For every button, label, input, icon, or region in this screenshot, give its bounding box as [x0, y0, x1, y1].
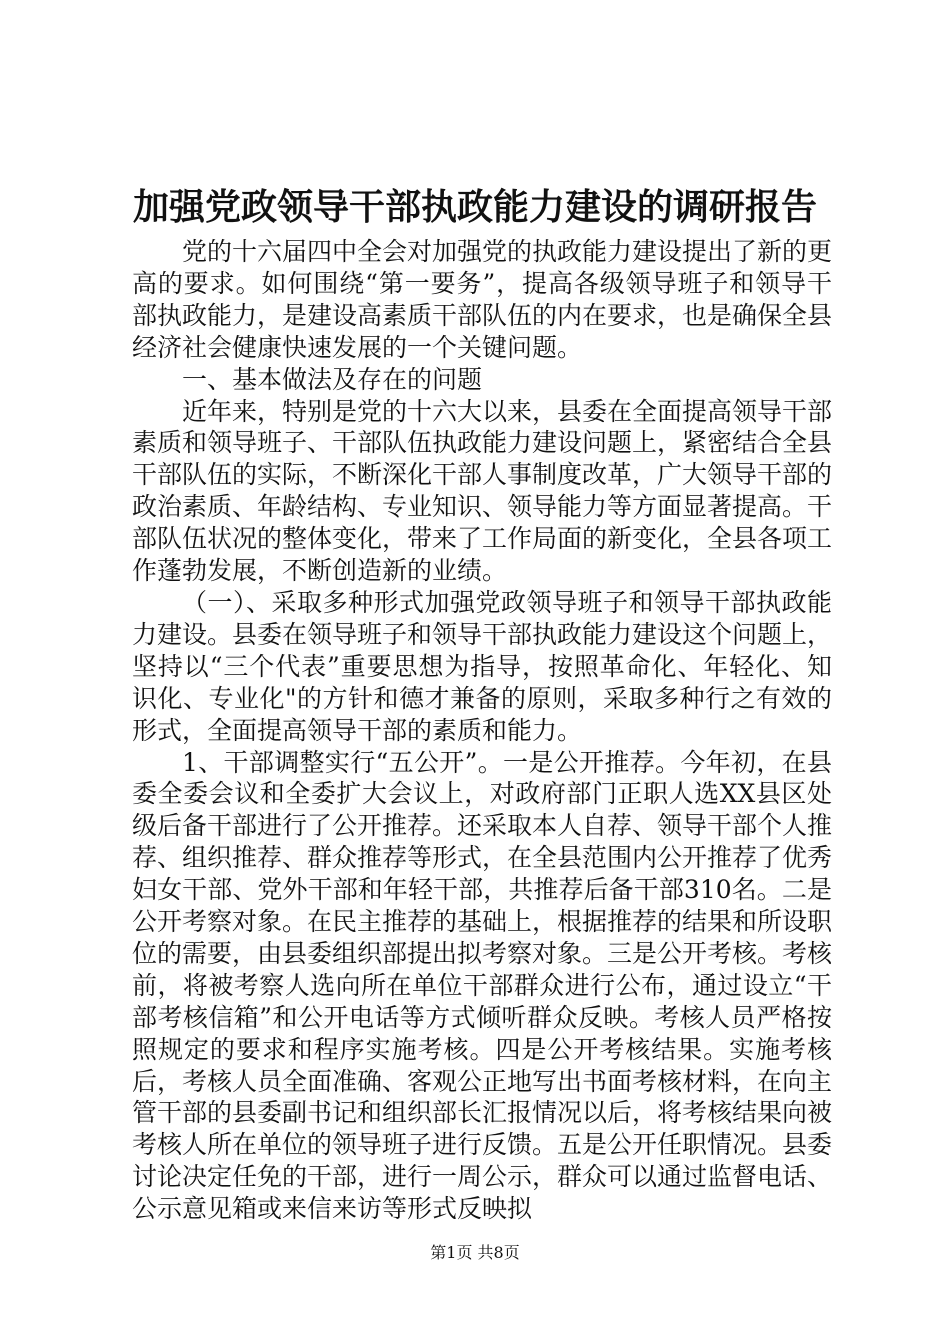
paragraph-intro: 党的十六届四中全会对加强党的执政能力建设提出了新的更高的要求。如何围绕“第一要务”，提高各级领导班子和领导干部执政能力，是建设高素质干部队伍的内在要求，也是确保全县经济社会健康快速发展的一个关键问题。: [132, 237, 833, 362]
document-body: [132, 236, 832, 1225]
section-heading-1: 一、基本做法及存在的问题: [182, 364, 483, 394]
paragraph-five-public: 1、干部调整实行“五公开”。一是公开推荐。今年初，在县委全委会议和全委扩大会议上，对政府部门正职人选XX县区处级后备干部进行了公开推荐。还采取本人自荐、领导干部个人推荐、组织推荐、群众推荐等形式，在全县范围内公开推荐了优秀妇女干部、党外干部和年轻干部，共推荐后备干部310名。二是公开考察对象。在民主推荐的基础上，根据推荐的结果和所设职位的需要，由县委组织部提出拟考察对象。三是公开考核。考核前，将被考察人选向所在单位干部群众进行公布，通过设立“干部考核信箱”和公开电话等方式倾听群众反映。考核人员严格按照规定的要求和程序实施考核。四是公开考核结果。实施考核后，考核人员全面准确、客观公正地写出书面考核材料，在向主管干部的县委副书记和组织部长汇报情况以后，将考核结果向被考核人所在单位的领导班子进行反馈。五是公开任职情况。县委讨论决定任免的干部，进行一周公示，群众可以通过监督电话、公示意见箱或来信来访等形式反映拟: [132, 747, 833, 1224]
paragraph-overview: 近年来，特别是党的十六大以来，县委在全面提高领导干部素质和领导班子、干部队伍执政能力建设问题上，紧密结合全县干部队伍的实际，不断深化干部人事制度改革，广大领导干部的政治素质、年龄结构、专业知识、领导能力等方面显著提高。干部队伍状况的整体变化，带来了工作局面的新变化，全县各项工作蓬勃发展，不断创造新的业绩。: [132, 396, 833, 586]
page-footer: 第1页 共8页: [430, 1243, 520, 1262]
document-title: 加强党政领导干部执政能力建设的调研报告: [132, 186, 817, 228]
paragraph-subsection-1: （一）、采取多种形式加强党政领导班子和领导干部执政能力建设。县委在领导班子和领导干部执政能力建设这个问题上，坚持以“三个代表”重要思想为指导，按照革命化、年轻化、知识化、专业化"的方针和德才兼备的原则，采取多种行之有效的形式，全面提高领导干部的素质和能力。: [132, 587, 833, 745]
